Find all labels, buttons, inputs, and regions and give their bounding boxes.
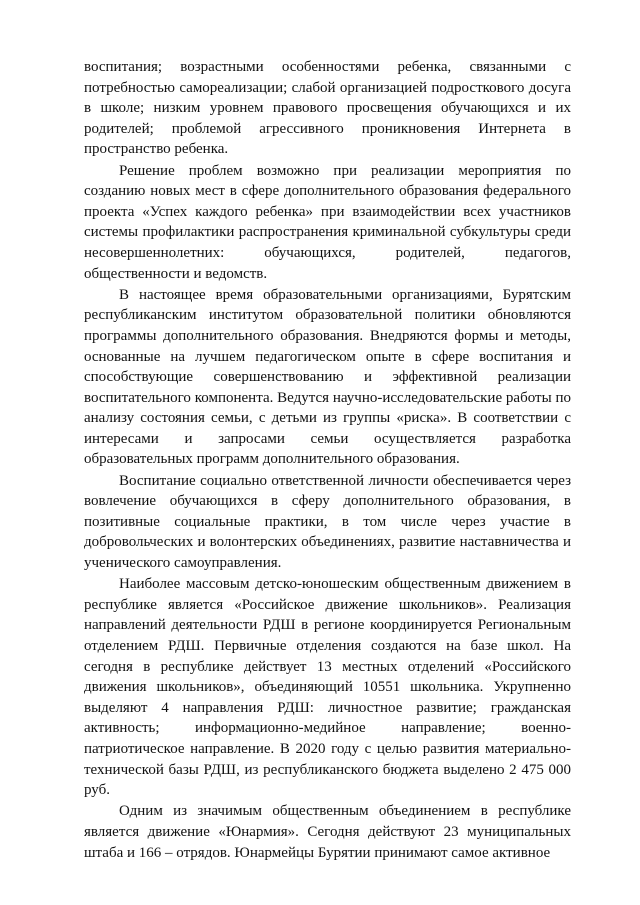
paragraph-problem-solution: Решение проблем возможно при реализации мероприятия по созданию новых мест в сфере дополнительного образования федерального проекта «Успех каждого ребенка» при взаимодействии всех участников системы профилактики распространения криминальной субкультуры среди несовершеннолетних: обучающихся, родителей, педагогов, общественности и ведомств. [84, 162, 571, 282]
paragraph-social-responsibility: Воспитание социально ответственной личности обеспечивается через вовлечение обучающихся в сферу дополнительного образования, в позитивные социальные практики, в том числе через участие в добровольческих и волонтерских объединениях, развитие наставничества и ученического самоуправления. [84, 472, 571, 572]
paragraph-yunarmia: Одним из значимым общественным объединением в республике является движение «Юнармия». Сегодня действуют 23 муниципальных штаба и 166 – отрядов. Юнармейцы Бурятии принимают самое активное [84, 803, 571, 861]
paragraph-continuation: воспитания; возрастными особенностями ребенка, связанными с потребностью самореализации; слабой организацией подросткового досуга в школе; низким уровнем правового просвещения обучающихся и их родителей; проблемой агрессивного проникновения Интернета в пространство ребенка. [84, 59, 571, 158]
document-page [84, 57, 571, 863]
paragraph-education-programs: В настоящее время образовательными организациями, Бурятским республиканским институтом образовательной политики обновляются программы дополнительного образования. Внедряются формы и методы, основанные на лучшем педагогическом опыте в сфере воспитания и способствующие совершенствованию и эффективной реализации воспитательного компонента. Ведутся научно-исследовательские работы по анализу состояния семьи, с детьми из группы «риска». В соответствии с интересами и запросами семьи осуществляется разработка образовательных программ дополнительного образования. [84, 286, 571, 468]
paragraph-rdsh-movement: Наиболее массовым детско-юношеским общественным движением в республике является «Российское движение школьников». Реализация направлений деятельности РДШ в регионе координируется Региональным отделением РДШ. Первичные отделения создаются на базе школ. На сегодня в республике действует 13 местных отделений «Российского движения школьников», объединяющий 10551 школьника. Укрупненно выделяют 4 направления РДШ: личностное развитие; гражданская активность; информационно-медийное направление; военно-патриотическое направление. В 2020 году с целью развития материально-технической базы РДШ, из республиканского бюджета выделено 2 475 000 руб. [84, 576, 571, 799]
